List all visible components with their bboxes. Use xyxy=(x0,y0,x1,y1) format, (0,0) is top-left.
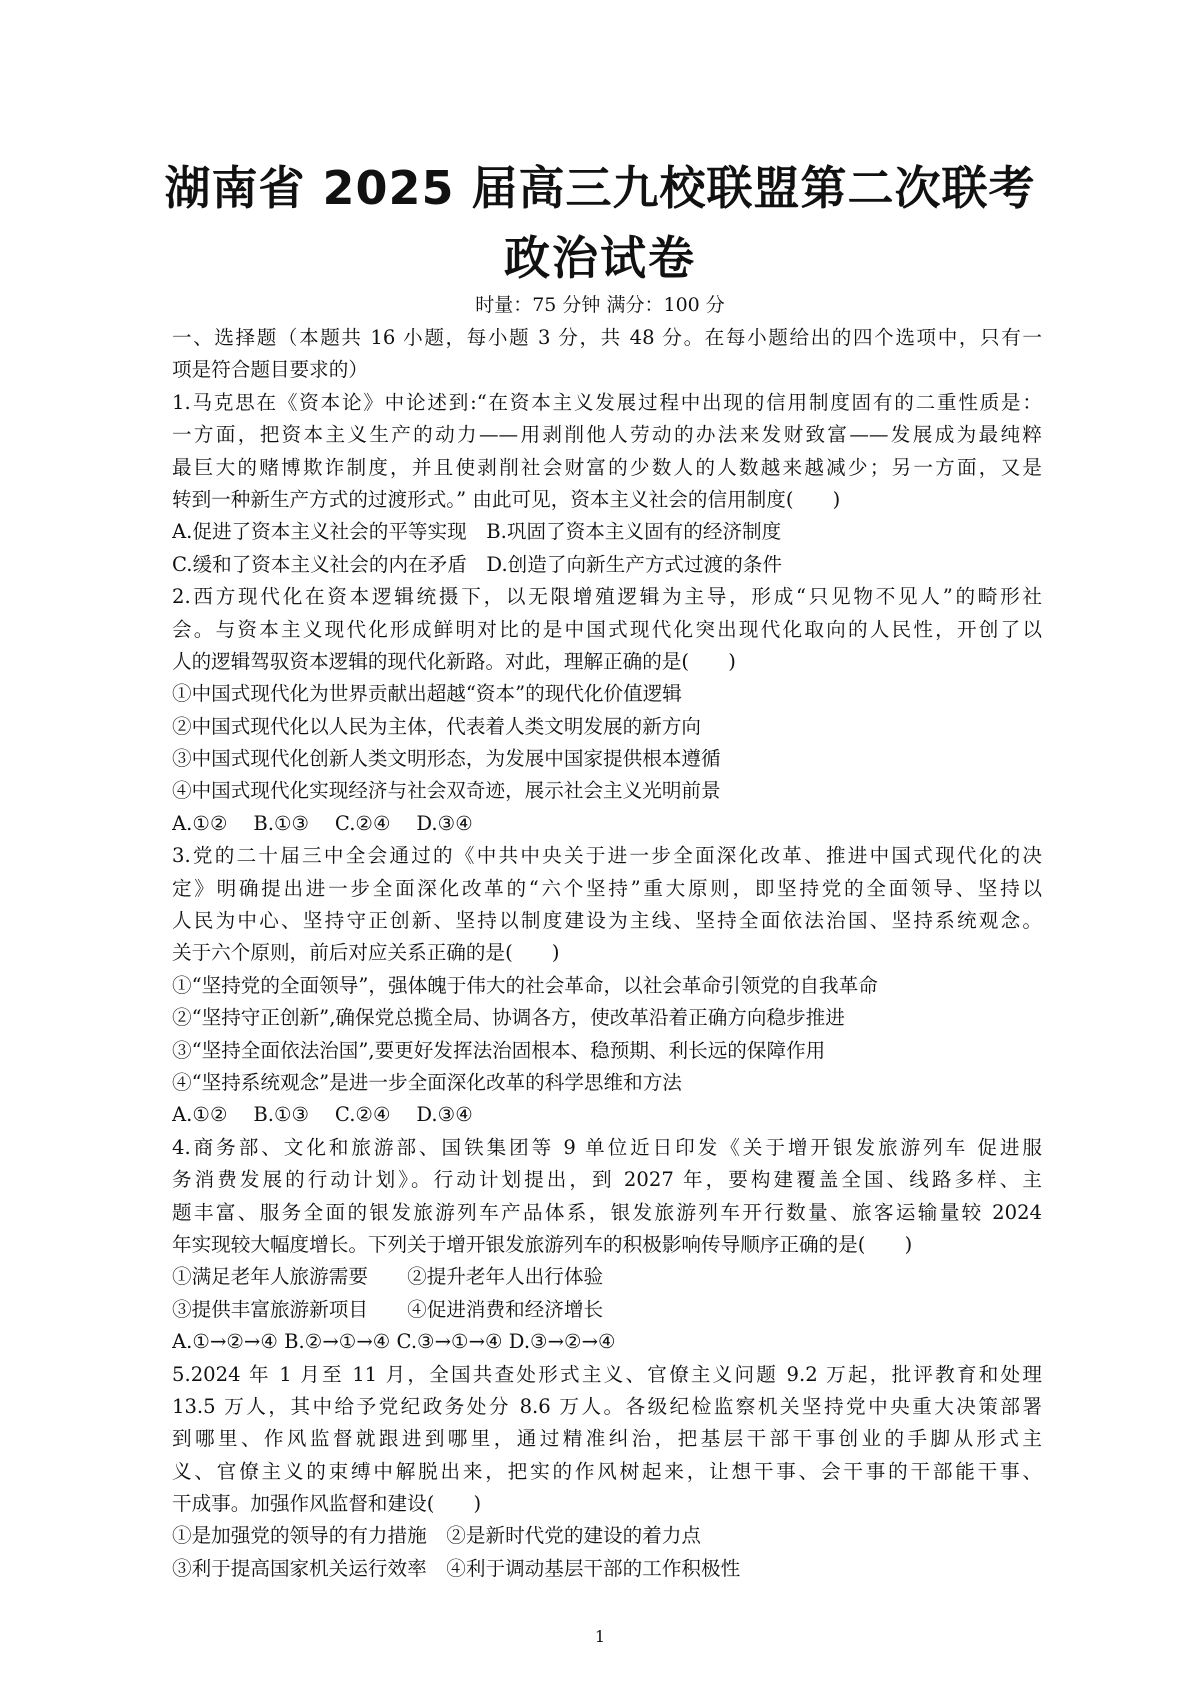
statement-item: ②中国式现代化以人民为主体，代表着人类文明发展的新方向 xyxy=(172,714,702,738)
question-stem-line: 会。与资本主义现代化形成鲜明对比的是中国式现代化突出现代化取向的人民性，开创了以 xyxy=(172,617,1042,641)
answer-options: A.①→②→④ B.②→①→④ C.③→①→④ D.③→②→④ xyxy=(172,1330,616,1354)
exam-time-score: 时量：75 分钟 满分：100 分 xyxy=(475,294,725,316)
question-stem-line: 转到一种新生产方式的过渡形式。” 由此可见，资本主义社会的信用制度( ) xyxy=(172,487,841,511)
answer-options: A.促进了资本主义社会的平等实现 B.巩固了资本主义固有的经济制度 xyxy=(172,520,782,544)
question-stem-line: 到哪里、作风监督就跟进到哪里，通过精准纠治，把基层干部干事创业的手脚从形式主 xyxy=(172,1427,1042,1451)
question-stem-line: 3.党的二十届三中全会通过的《中共中央关于进一步全面深化改革、推进中国式现代化的决 xyxy=(172,844,1042,868)
question-stem-line: 定》明确提出进一步全面深化改革的“六个坚持”重大原则，即坚持党的全面领导、坚持以 xyxy=(172,876,1042,900)
question-stem-line: 一方面，把资本主义生产的动力——用剥削他人劳动的办法来发财致富——发展成为最纯粹 xyxy=(172,423,1042,447)
question-stem-line: 2.西方现代化在资本逻辑统摄下，以无限增殖逻辑为主导，形成“只见物不见人”的畸形社 xyxy=(172,585,1042,609)
question-3 xyxy=(172,840,1042,1132)
question-stem-line: 4.商务部、文化和旅游部、国铁集团等 9 单位近日印发《关于增开银发旅游列车 促进服 xyxy=(172,1135,1042,1159)
answer-options: C.缓和了资本主义社会的内在矛盾 D.创造了向新生产方式过渡的条件 xyxy=(172,552,782,576)
exam-body xyxy=(172,322,1042,1585)
question-4 xyxy=(172,1132,1042,1359)
question-stem-line: 关于六个原则，前后对应关系正确的是( ) xyxy=(172,941,560,965)
statement-item: ④中国式现代化实现经济与社会双奇迹，展示社会主义光明前景 xyxy=(172,779,721,803)
question-stem-line: 题丰富、服务全面的银发旅游列车产品体系，银发旅游列车开行数量、旅客运输量较 2024 xyxy=(172,1200,1042,1224)
statement-item: ①中国式现代化为世界贡献出超越“资本”的现代化价值逻辑 xyxy=(172,682,682,706)
question-5 xyxy=(172,1359,1042,1586)
statement-item: ③利于提高国家机关运行效率 ④利于调动基层干部的工作积极性 xyxy=(172,1556,741,1580)
exam-subject: 政治试卷 xyxy=(504,231,696,285)
statement-item: ②“坚持守正创新”,确保党总揽全局、协调各方，使改革沿着正确方向稳步推进 xyxy=(172,1006,845,1030)
statement-item: ③中国式现代化创新人类文明形态，为发展中国家提供根本遵循 xyxy=(172,747,721,771)
section-heading: 一、选择题（本题共 16 小题，每小题 3 分，共 48 分。在每小题给出的四个选项中，只有一 xyxy=(172,326,1042,349)
answer-options: A.①② B.①③ C.②④ D.③④ xyxy=(172,1103,473,1127)
section-heading: 项是符合题目要求的） xyxy=(172,358,368,382)
exam-title: 湖南省 2025 届高三九校联盟第二次联考 xyxy=(164,161,1036,215)
statement-item: ③提供丰富旅游新项目 ④促进消费和经济增长 xyxy=(172,1297,604,1321)
page-number: 1 xyxy=(594,1627,606,1646)
question-stem-line: 最巨大的赌博欺诈制度，并且使剥削社会财富的少数人的人数越来越减少；另一方面，又是 xyxy=(172,455,1042,479)
question-stem-line: 干成事。加强作风监督和建设( ) xyxy=(172,1492,482,1516)
question-1 xyxy=(172,387,1042,581)
question-stem-line: 义、官僚主义的束缚中解脱出来，把实的作风树起来，让想干事、会干事的干部能干事、 xyxy=(172,1459,1042,1483)
question-stem-line: 13.5 万人，其中给予党纪政务处分 8.6 万人。各级纪检监察机关坚持党中央重大决策部署 xyxy=(172,1394,1042,1418)
question-stem-line: 人民为中心、坚持守正创新、坚持以制度建设为主线、坚持全面依法治国、坚持系统观念。 xyxy=(172,909,1042,933)
statement-item: ①“坚持党的全面领导”，强体魄于伟大的社会革命，以社会革命引领党的自我革命 xyxy=(172,973,878,997)
question-stem-line: 5.2024 年 1 月至 11 月，全国共查处形式主义、官僚主义问题 9.2 万起，批评教育和处理 xyxy=(172,1362,1042,1386)
question-stem-line: 务消费发展的行动计划》。行动计划提出，到 2027 年，要构建覆盖全国、线路多样、主 xyxy=(172,1168,1042,1192)
question-stem-line: 1.马克思在《资本论》中论述到:“在资本主义发展过程中出现的信用制度固有的二重性质是： xyxy=(172,390,1042,414)
statement-item: ①满足老年人旅游需要 ②提升老年人出行体验 xyxy=(172,1265,604,1289)
question-2 xyxy=(172,581,1042,840)
statement-item: ③“坚持全面依法治国”,要更好发挥法治固根本、稳预期、利长远的保障作用 xyxy=(172,1038,826,1062)
question-stem-line: 人的逻辑驾驭资本逻辑的现代化新路。对此，理解正确的是( ) xyxy=(172,649,736,673)
question-stem-line: 年实现较大幅度增长。下列关于增开银发旅游列车的积极影响传导顺序正确的是( ) xyxy=(172,1232,913,1256)
answer-options: A.①② B.①③ C.②④ D.③④ xyxy=(172,811,473,835)
statement-item: ①是加强党的领导的有力措施 ②是新时代党的建设的着力点 xyxy=(172,1524,702,1548)
statement-item: ④“坚持系统观念”是进一步全面深化改革的科学思维和方法 xyxy=(172,1070,682,1094)
